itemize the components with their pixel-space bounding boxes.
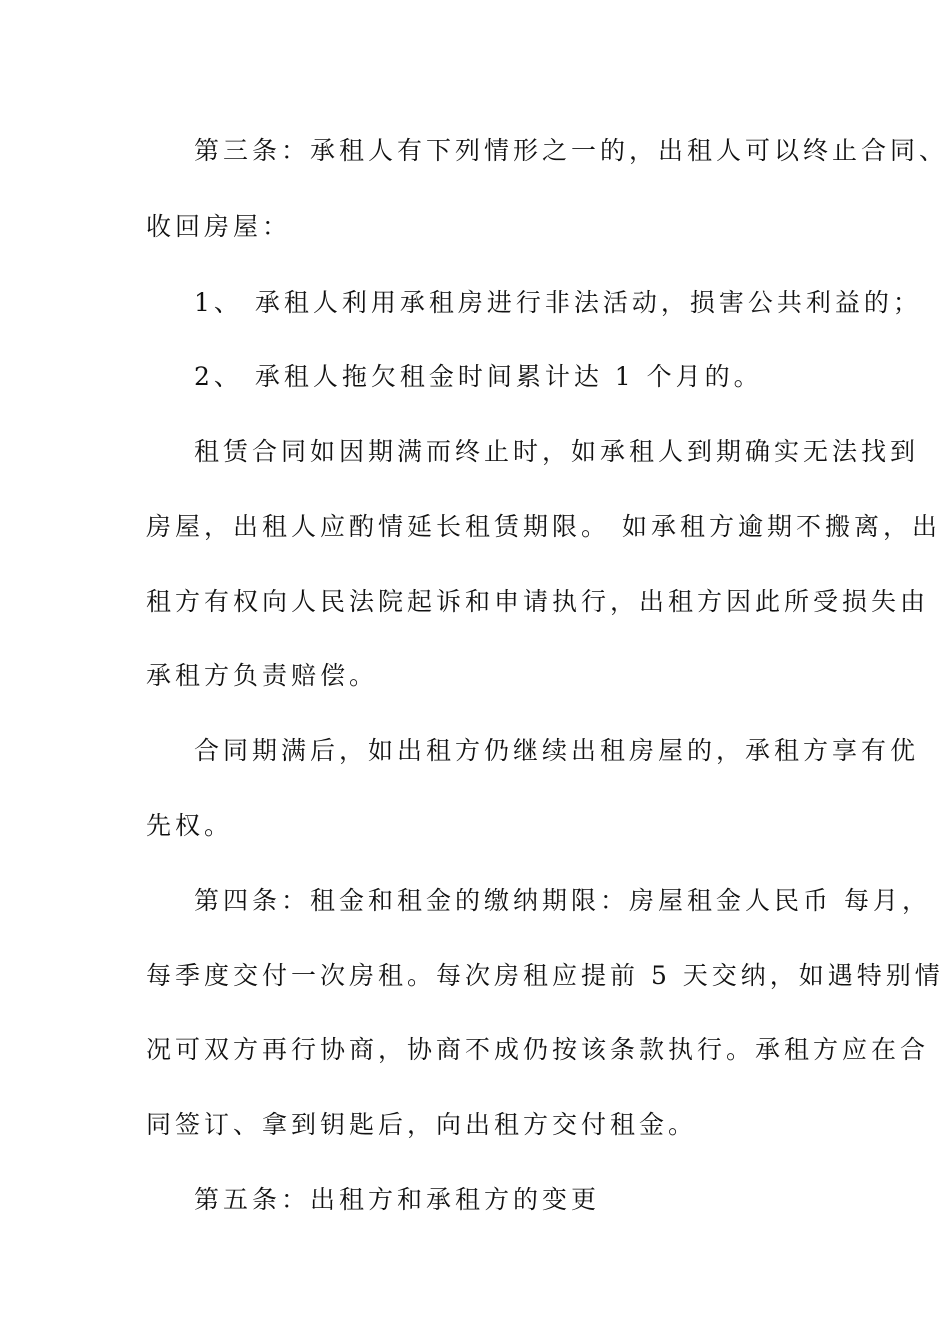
paragraph-priority-line-1: 合同期满后，如出租方仍继续出租房屋的，承租方享有优 — [194, 736, 920, 765]
article-3-heading: 第三条：承租人有下列情形之一的，出租人可以终止合同、 — [194, 136, 949, 165]
paragraph-expiry-line-3: 租方有权向人民法院起诉和申请执行，出租方因此所受损失由 — [146, 587, 930, 616]
paragraph-priority-line-2: 先权。 — [146, 811, 234, 840]
paragraph-expiry-line-2: 房屋，出租人应酌情延长租赁期限。 如承租方逾期不搬离，出 — [146, 512, 941, 541]
clause-2: 2、 承租人拖欠租金时间累计达 1 个月的。 — [194, 362, 763, 391]
article-4-line-3: 况可双方再行协商，协商不成仍按该条款执行。承租方应在合 — [146, 1035, 930, 1064]
paragraph-expiry-line-4: 承租方负责赔偿。 — [146, 661, 379, 690]
article-4-line-1: 第四条：租金和租金的缴纳期限：房屋租金人民币 每月， — [194, 886, 931, 915]
clause-1: 1、 承租人利用承租房进行非法活动，损害公共利益的； — [194, 288, 922, 317]
article-4-line-4: 同签订、拿到钥匙后，向出租方交付租金。 — [146, 1110, 698, 1139]
paragraph-expiry-line-1: 租赁合同如因期满而终止时，如承租人到期确实无法找到 — [194, 437, 920, 466]
article-3-heading-cont: 收回房屋： — [146, 212, 292, 241]
article-5-heading: 第五条：出租方和承租方的变更 — [194, 1185, 601, 1214]
article-4-line-2: 每季度交付一次房租。每次房租应提前 5 天交纳，如遇特别情 — [146, 961, 944, 990]
